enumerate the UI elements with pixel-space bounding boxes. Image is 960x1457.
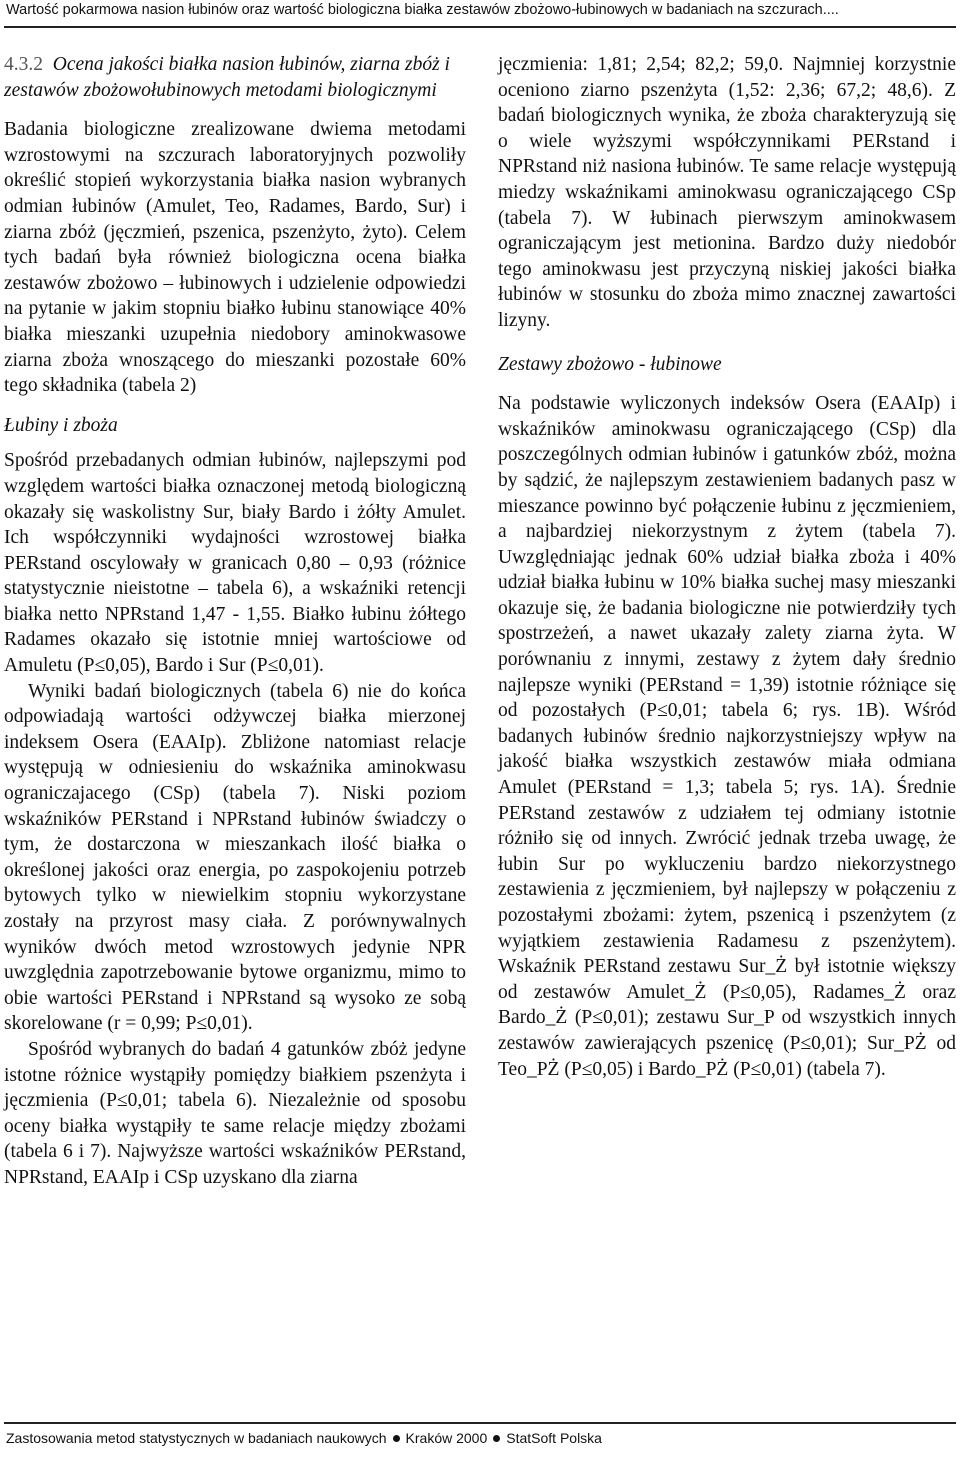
header-rule [4,26,956,28]
section-title-text: Ocena jakości białka nasion łubinów, ziarna zbóż i zestawów zbożowołubinowych metodami biologicznymi [4,54,450,101]
bullet-icon [393,1435,400,1442]
footer-title: Zastosowania metod statystycznych w badaniach naukowych [6,1430,387,1446]
section-title [4,52,466,103]
right-column [498,52,956,1082]
running-header: Wartość pokarmowa nasion łubinów oraz wartość biologiczna białka zestawów zbożowo-łubinowych w badaniach na szczurach.... [6,2,839,18]
paragraph: Na podstawie wyliczonych indeksów Osera (EAAIp) i wskaźników aminokwasu ograniczającego (CSp) dla poszczególnych odmian łubinów i gatunków zbóż, można by sądzić, że najlepszym zestawieniem badanych pasz w mieszance powinno być połączenie łubinu z jęczmieniem, a najbardziej niekorzystnym z żytem (tabela 7). Uwzględniając jednak 60% udział białka zboża i 40% udział białka łubinu w 10% białka suchej masy mieszanki okazuje się, że badania biologiczne nie potwierdziły tych spostrzeżeń, a nawet ukazały zalety ziarna żyta. W porównaniu z innymi, zestawy z żytem dały średnio najlepsze wyniki (PERstand = 1,39) istotnie różniące się od pozostałych (P≤0,01; tabela 6; rys. 1B). Wśród badanych łubinów średnio najkorzystniejszy wpływ na jakość białka wszystkich zestawów miała odmiana Amulet (PERstand = 1,3; tabela 5; rys. 1A). Średnie PERstand zestawów z udziałem tej odmiany istotnie różniło się od innych. Zwrócić jednak trzeba uwagę, że łubin Sur po wykluczeniu bardzo niekorzystnego zestawienia z jęczmieniem, był najlepszy w połączeniu z pozostałymi zbożami: żytem, pszenicą i pszenżytem (z wyjątkiem zestawienia Radamesu z pszenżytem). Wskaźnik PERstand zestawu Sur_Ż był istotnie większy od zestawów Amulet_Ż (P≤0,05), Radames_Ż oraz Bardo_Ż (P≤0,01); zestawu Sur_P od wszystkich innych zestawów zawierających pszenicę (P≤0,01); Sur_PŻ od Teo_PŻ (P≤0,05) i Bardo_PŻ (P≤0,01) (tabela 7). [498,393,956,1080]
paragraph: Badania biologiczne zrealizowane dwiema metodami wzrostowymi na szczurach laboratoryjnych pozwoliły określić stopień wykorzystania białka nasion wybranych odmian łubinów (Amulet, Teo, Radames, Bardo, Sur) i ziarna zbóż (jęczmień, pszenica, pszenżyto, żyto). Celem tych badań była również biologiczna ocena białka zestawów zbożowo – łubinowych i udzielenie odpowiedzi na pytanie w jakim stopniu białko łubinu stanowiące 40% białka mieszanki uzupełnia niedobory aminokwasowe ziarna zboża wnoszącego do mieszanki pozostałe 60% tego składnika (tabela 2) [4,119,466,397]
left-column [4,52,466,1191]
paragraph: Spośród wybranych do badań 4 gatunków zbóż jedyne istotne różnice wystąpiły pomiędzy białkiem pszenżyta i jęczmienia (P≤0,01; tabela 6). Niezależnie od sposobu oceny białka wystąpiły te same relacje między zbożami (tabela 6 i 7). Najwyższe wartości wskaźników PERstand, NPRstand, EAAIp i CSp uzyskano dla ziarna [4,1038,466,1188]
section-number: 4.3.2 [4,54,43,75]
footer-rule [4,1422,956,1424]
footer-place-year: Kraków 2000 [405,1430,488,1446]
paragraph: Wyniki badań biologicznych (tabela 6) nie do końca odpowiadają wartości odżywczej białka mierzonej indeksem Osera (EAAIp). Zbliżone natomiast relacje występują w odniesieniu do wskaźnika aminokwasu ograniczajacego (CSp) (tabela 7). Niski poziom wskaźników PERstand i NPRstand łubinów świadczy o tym, że dostarczona w mieszankach ilość białka o określonej jakości oraz energia, po zaspokojeniu potrzeb bytowych tylko w niewielkim stopniu wykorzystane zostały na przyrost masy ciała. Z porównywalnych wyników dwóch metod wzrostowych jedynie NPR uwzględnia zapotrzebowanie bytowe organizmu, mimo to obie wartości PERstand i NPRstand są wysoko ze sobą skorelowane (r = 0,99; P≤0,01). [4,680,466,1035]
paragraph: Spośród przebadanych odmian łubinów, najlepszymi pod względem wartości białka oznaczonej metodą biologiczną okazały się waskolistny Sur, biały Bardo i żółty Amulet. Ich współczynniki wydajności wzrostowej białka PERstand oscylowały w granicach 0,80 – 0,93 (różnice statystycznie nieistotne – tabela 6), a wskaźniki retencji białka netto NPRstand 1,47 - 1,55. Białko łubinu żółtego Radames okazało się istotnie mniej wartościowe od Amuletu (P≤0,05), Bardo i Sur (P≤0,01). [4,450,466,677]
footer-publisher: StatSoft Polska [506,1430,602,1446]
page-footer [6,1430,956,1446]
paragraph: jęczmienia: 1,81; 2,54; 82,2; 59,0. Najmniej korzystnie oceniono ziarno pszenżyta (1,52: 2,36; 67,2; 48,6). Z badań biologicznych wynika, że zboża charakteryzują się o wiele wyższymi współczynnikami PERstand i NPRstand niż nasiona łubinów. Te same relacje występują miedzy wskaźnikami aminokwasu ograniczającego CSp (tabela 7). W łubinach pierwszym aminokwasem ograniczającym jest metionina. Bardzo duży niedobór tego aminokwasu jest przyczyną niskiej jakości białka łubinów w stosunku do zboża mimo znacznej zawartości lizyny. [498,54,956,331]
subheading: Zestawy zbożowo - łubinowe [498,353,722,375]
subheading: Łubiny i zboża [4,414,118,436]
bullet-icon [493,1435,500,1442]
